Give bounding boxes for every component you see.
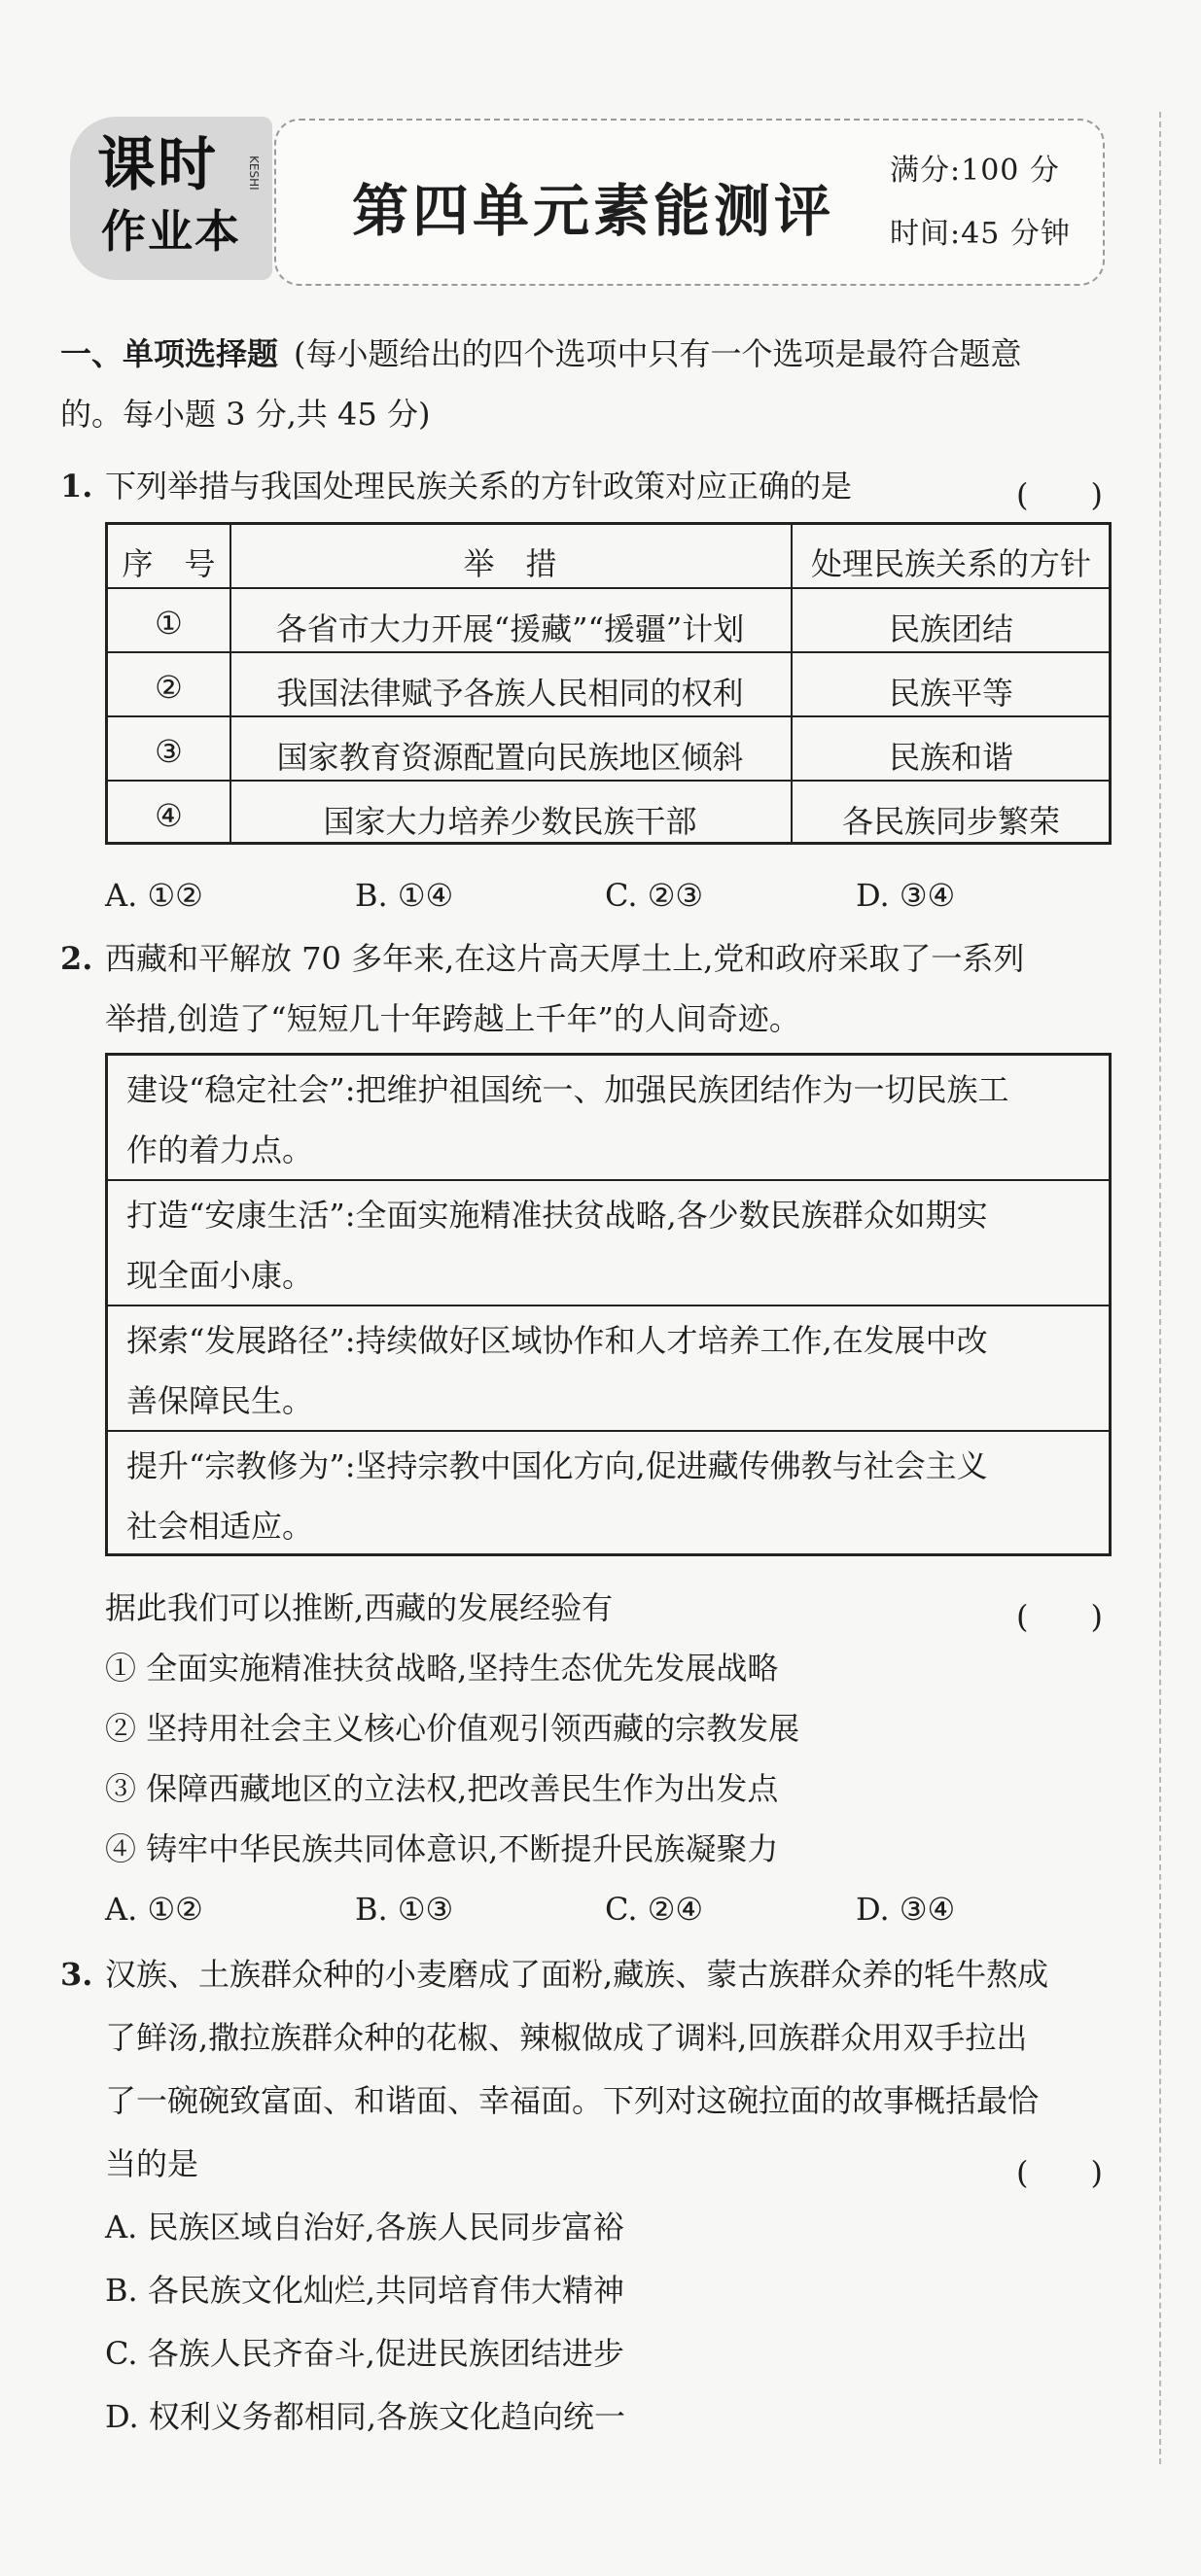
question-number-3: 3.: [60, 1956, 93, 1993]
option-c[interactable]: C. ②③: [605, 877, 704, 914]
statement-3: ③ 保障西藏地区的立法权,把改善民生作为出发点: [105, 1770, 779, 1807]
table-header-policy: 处理民族关系的方针: [810, 545, 1091, 582]
table-cell: 国家教育资源配置向民族地区倾斜: [276, 739, 744, 776]
time-limit: 时间:45 分钟: [890, 217, 1071, 251]
table-header-no: 序 号: [122, 545, 216, 582]
section-note-line1: (每小题给出的四个选项中只有一个选项是最符合题意: [294, 335, 1022, 372]
section-note-line2: 的。每小题 3 分,共 45 分): [60, 396, 431, 433]
question-number-2: 2.: [60, 940, 93, 977]
question-3-stem-line2: 了鲜汤,撒拉族群众种的花椒、辣椒做成了调料,回族群众用双手拉出: [105, 2019, 1028, 2056]
material-2-line1: 打造“安康生活”:全面实施精准扶贫战略,各少数民族群众如期实: [126, 1197, 988, 1234]
question-3-stem-line4: 当的是: [105, 2145, 199, 2182]
option-a[interactable]: A. ①②: [105, 877, 203, 914]
option-d[interactable]: D. ③④: [856, 1891, 956, 1928]
binding-dashed-line: [1159, 112, 1161, 2464]
material-3-line1: 探索“发展路径”:持续做好区域协作和人才培养工作,在发展中改: [126, 1322, 988, 1359]
full-score: 满分:100 分: [890, 154, 1060, 188]
question-3-stem-line1: 汉族、土族群众种的小麦磨成了面粉,藏族、蒙古族群众养的牦牛熬成: [105, 1956, 1049, 1993]
table-cell: ①: [155, 605, 183, 642]
section-heading: 一、单项选择题: [60, 335, 279, 372]
statement-2: ② 坚持用社会主义核心价值观引领西藏的宗教发展: [105, 1710, 800, 1747]
option-b[interactable]: B. 各民族文化灿烂,共同培育伟大精神: [105, 2272, 625, 2309]
table-cell: 民族平等: [888, 675, 1013, 712]
table-cell: 各民族同步繁荣: [841, 803, 1060, 840]
answer-blank-3: ( ): [1016, 2154, 1103, 2191]
table-cell: ④: [155, 797, 183, 834]
table-row-line: [108, 780, 1109, 782]
question-3-stem-line3: 了一碗碗致富面、和谐面、幸福面。下列对这碗拉面的故事概括最恰: [105, 2082, 1040, 2119]
table-row-line: [108, 715, 1109, 717]
material-3-line2: 善保障民生。: [126, 1382, 314, 1419]
material-1-line1: 建设“稳定社会”:把维护祖国统一、加强民族团结作为一切民族工: [126, 1071, 1009, 1108]
logo-text-line2: 作业本: [101, 205, 241, 258]
answer-blank-1: ( ): [1016, 476, 1103, 513]
question-1-table: [105, 522, 1112, 845]
option-a[interactable]: A. 民族区域自治好,各族人民同步富裕: [105, 2209, 624, 2245]
logo-tag: KESHI: [247, 156, 261, 191]
question-2-stem-line2: 举措,创造了“短短几十年跨越上千年”的人间奇迹。: [105, 1000, 800, 1037]
table-cell: ②: [155, 669, 183, 706]
question-1-stem: 下列举措与我国处理民族关系的方针政策对应正确的是: [105, 468, 853, 505]
material-separator: [108, 1430, 1109, 1432]
statement-4: ④ 铸牢中华民族共同体意识,不断提升民族凝聚力: [105, 1830, 779, 1867]
page-title: 第四单元素能测评: [351, 178, 834, 244]
table-cell: 民族和谐: [888, 739, 1013, 776]
table-header-measure: 举 措: [463, 545, 557, 582]
table-cell: 民族团结: [888, 610, 1013, 647]
statement-1: ① 全面实施精准扶贫战略,坚持生态优先发展战略: [105, 1650, 779, 1687]
material-separator: [108, 1305, 1109, 1306]
option-d[interactable]: D. 权利义务都相同,各族文化趋向统一: [105, 2398, 626, 2435]
option-b[interactable]: B. ①③: [355, 1891, 454, 1928]
question-2-prompt: 据此我们可以推断,西藏的发展经验有: [105, 1589, 614, 1626]
table-cell: ③: [155, 733, 183, 770]
table-cell: 各省市大力开展“援藏”“援疆”计划: [275, 610, 745, 647]
question-number-1: 1.: [60, 468, 93, 505]
option-c[interactable]: C. ②④: [605, 1891, 704, 1928]
option-a[interactable]: A. ①②: [105, 1891, 203, 1928]
material-4-line2: 社会相适应。: [126, 1508, 314, 1545]
option-b[interactable]: B. ①④: [355, 877, 454, 914]
table-row-line: [108, 651, 1109, 653]
logo-text-line1: 课时: [97, 131, 218, 199]
material-separator: [108, 1179, 1109, 1181]
answer-blank-2: ( ): [1016, 1598, 1103, 1635]
option-c[interactable]: C. 各族人民齐奋斗,促进民族团结进步: [105, 2335, 624, 2372]
table-cell: 国家大力培养少数民族干部: [323, 803, 697, 840]
option-d[interactable]: D. ③④: [856, 877, 956, 914]
table-cell: 我国法律赋予各族人民相同的权利: [276, 675, 744, 712]
question-2-stem-line1: 西藏和平解放 70 多年来,在这片高天厚土上,党和政府采取了一系列: [105, 940, 1025, 977]
material-1-line2: 作的着力点。: [126, 1131, 314, 1168]
material-4-line1: 提升“宗教修为”:坚持宗教中国化方向,促进藏传佛教与社会主义: [126, 1447, 988, 1484]
table-row-line: [108, 587, 1109, 589]
material-2-line2: 现全面小康。: [126, 1257, 314, 1294]
